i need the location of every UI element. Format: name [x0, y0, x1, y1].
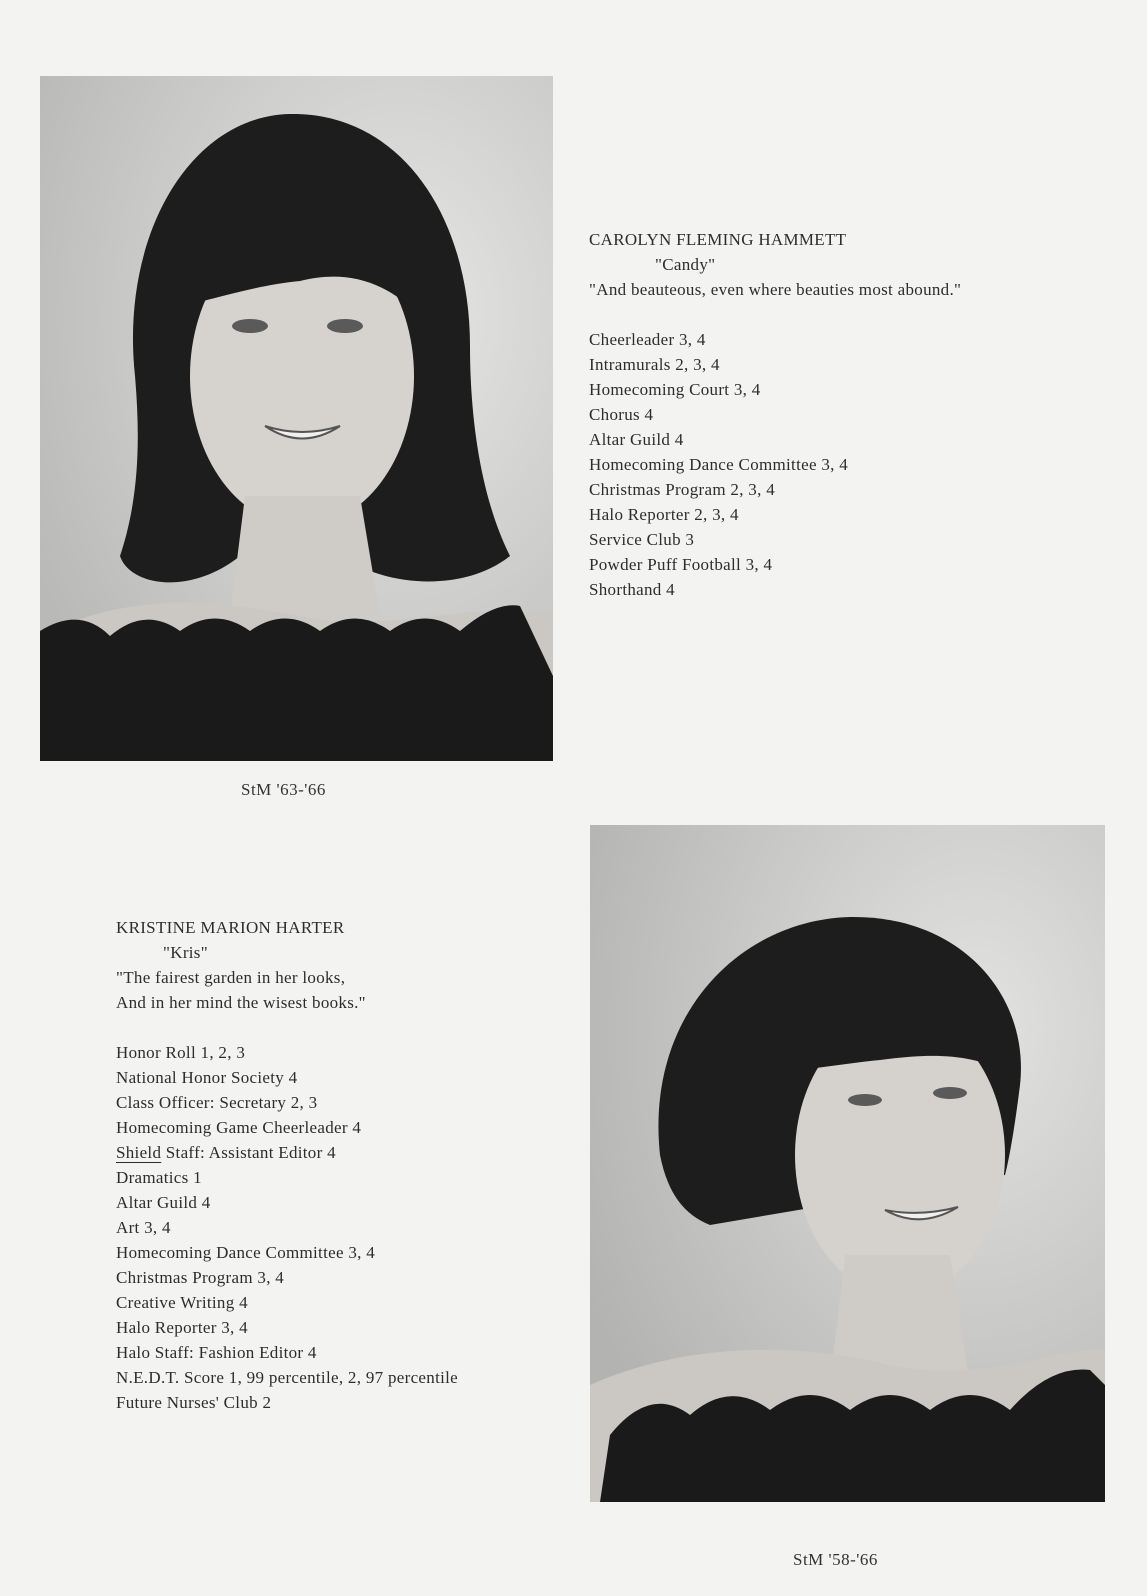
- student-quote: "And beauteous, even where beauties most abound.": [589, 280, 962, 299]
- activity-item: Chorus 4: [589, 405, 654, 424]
- years-caption-carolyn: StM '63-'66: [241, 780, 326, 799]
- activity-item: Homecoming Court 3, 4: [589, 380, 761, 399]
- bio-kristine: [116, 915, 458, 1415]
- activity-item: Future Nurses' Club 2: [116, 1393, 272, 1412]
- activity-item: Homecoming Dance Committee 3, 4: [116, 1243, 376, 1262]
- portrait-photo-kristine: [590, 825, 1105, 1502]
- activity-item: Cheerleader 3, 4: [589, 330, 706, 349]
- activity-item: Homecoming Game Cheerleader 4: [116, 1118, 362, 1137]
- activity-list: [589, 327, 961, 602]
- activity-item: National Honor Society 4: [116, 1068, 298, 1087]
- student-name: CAROLYN FLEMING HAMMETT: [589, 230, 847, 249]
- activity-item: Halo Reporter 3, 4: [116, 1318, 248, 1337]
- activity-item: Intramurals 2, 3, 4: [589, 355, 720, 374]
- portrait-photo-carolyn: [40, 76, 553, 761]
- activity-item: Altar Guild 4: [589, 430, 684, 449]
- activity-item: Powder Puff Football 3, 4: [589, 555, 773, 574]
- activity-item: Honor Roll 1, 2, 3: [116, 1043, 246, 1062]
- activity-item: Dramatics 1: [116, 1168, 202, 1187]
- bio-carolyn: [589, 227, 961, 602]
- activity-item: Art 3, 4: [116, 1218, 171, 1237]
- activity-item: Christmas Program 3, 4: [116, 1268, 285, 1287]
- activity-list: [116, 1040, 458, 1415]
- activity-item: Halo Reporter 2, 3, 4: [589, 505, 739, 524]
- activity-item: Altar Guild 4: [116, 1193, 211, 1212]
- activity-item: Creative Writing 4: [116, 1293, 248, 1312]
- student-name: KRISTINE MARION HARTER: [116, 918, 345, 937]
- student-nickname: "Kris": [163, 943, 208, 962]
- shield-staff-text: Staff: Assistant Editor 4: [161, 1143, 336, 1162]
- activity-item: Service Club 3: [589, 530, 695, 549]
- student-quote-line: And in her mind the wisest books.": [116, 993, 366, 1012]
- activity-item: Christmas Program 2, 3, 4: [589, 480, 775, 499]
- activity-item: N.E.D.T. Score 1, 99 percentile, 2, 97 percentile: [116, 1368, 458, 1387]
- activity-item: Halo Staff: Fashion Editor 4: [116, 1343, 317, 1362]
- student-quote-line: "The fairest garden in her looks,: [116, 968, 346, 987]
- shield-title: Shield: [116, 1143, 162, 1162]
- student-nickname: "Candy": [655, 255, 716, 274]
- activity-item: [116, 1140, 458, 1165]
- activity-item: Shorthand 4: [589, 580, 675, 599]
- years-caption-kristine: StM '58-'66: [793, 1550, 878, 1569]
- activity-item: Class Officer: Secretary 2, 3: [116, 1093, 318, 1112]
- activity-item: Homecoming Dance Committee 3, 4: [589, 455, 849, 474]
